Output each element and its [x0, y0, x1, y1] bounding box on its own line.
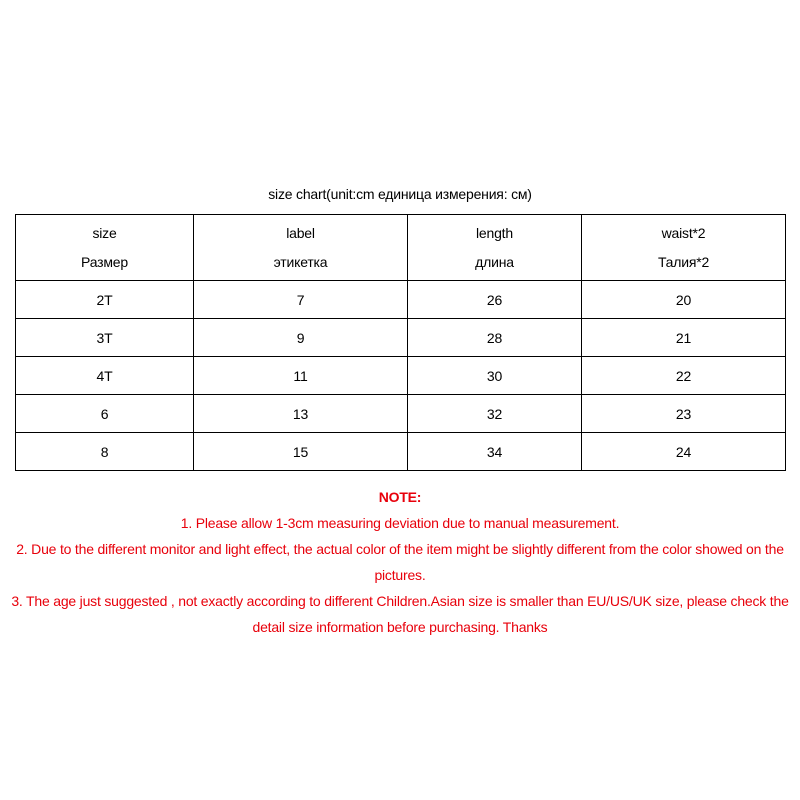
header-length-en: length	[476, 224, 513, 241]
note-item-1: 1. Please allow 1-3cm measuring deviation due to manual measurement.	[180, 515, 620, 531]
cell-label: 11	[194, 357, 408, 395]
cell-label: 9	[194, 319, 408, 357]
cell-size: 2T	[16, 281, 194, 319]
header-size	[16, 215, 194, 281]
note-heading: NOTE:	[378, 489, 422, 505]
note-item-3: 3. The age just suggested , not exactly according to different Children.Asian size is smaller than EU/US/UK size, please check the detail size information before purchasing. Thanks	[11, 593, 789, 635]
table-row	[16, 433, 786, 471]
cell-label: 15	[194, 433, 408, 471]
header-label	[194, 215, 408, 281]
notes-section	[10, 484, 790, 640]
cell-size: 4T	[16, 357, 194, 395]
cell-size: 3T	[16, 319, 194, 357]
header-label-ru: этикетка	[273, 253, 328, 270]
cell-waist: 22	[582, 357, 786, 395]
size-chart-table	[15, 214, 786, 471]
header-waist-ru: Талия*2	[657, 253, 710, 270]
note-item-2: 2. Due to the different monitor and light effect, the actual color of the item might be slightly different from the color showed on the pictures.	[16, 541, 784, 583]
table-header-row	[16, 215, 786, 281]
cell-waist: 21	[582, 319, 786, 357]
cell-length: 26	[408, 281, 582, 319]
header-length-ru: длина	[475, 253, 514, 270]
cell-waist: 20	[582, 281, 786, 319]
table-row	[16, 357, 786, 395]
cell-label: 13	[194, 395, 408, 433]
header-length	[408, 215, 582, 281]
cell-size: 6	[16, 395, 194, 433]
table-row	[16, 319, 786, 357]
cell-length: 30	[408, 357, 582, 395]
cell-waist: 23	[582, 395, 786, 433]
cell-length: 28	[408, 319, 582, 357]
table-row	[16, 281, 786, 319]
header-label-en: label	[286, 224, 315, 241]
cell-length: 32	[408, 395, 582, 433]
header-size-en: size	[92, 224, 117, 241]
chart-title: size chart(unit:cm единица измерения: см)	[268, 186, 532, 202]
cell-waist: 24	[582, 433, 786, 471]
header-size-ru: Размер	[81, 253, 128, 270]
cell-length: 34	[408, 433, 582, 471]
header-waist	[582, 215, 786, 281]
table-row	[16, 395, 786, 433]
cell-label: 7	[194, 281, 408, 319]
cell-size: 8	[16, 433, 194, 471]
header-waist-en: waist*2	[661, 224, 706, 241]
